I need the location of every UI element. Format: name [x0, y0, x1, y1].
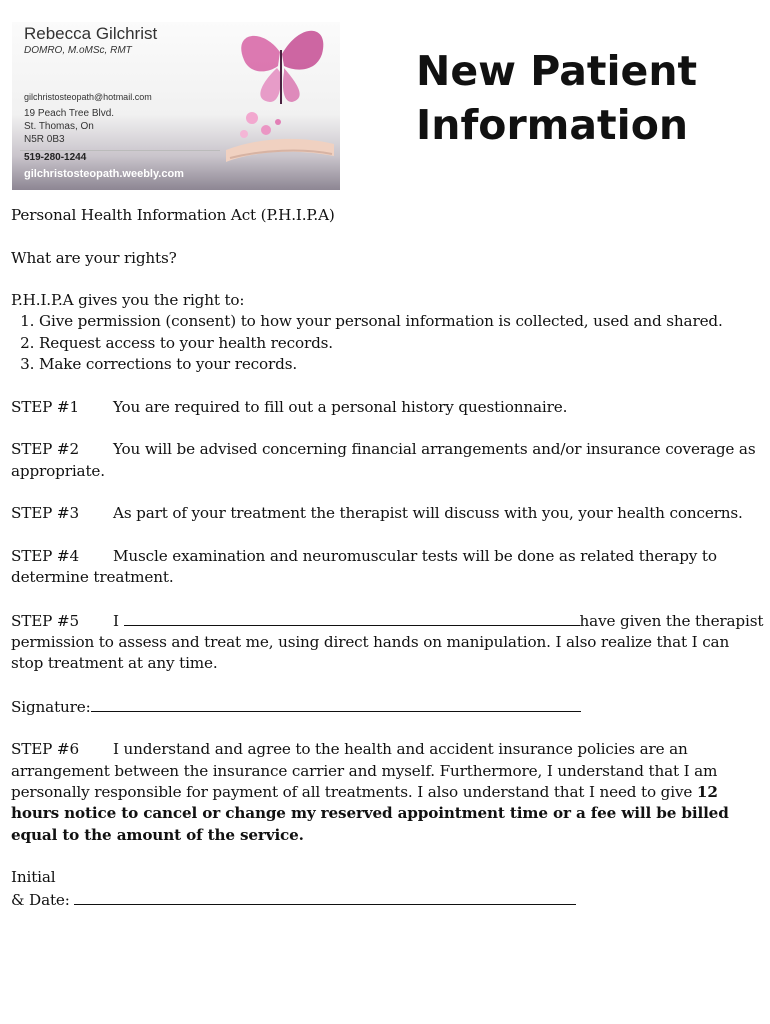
step-text: You are required to fill out a personal history questionnaire.	[113, 397, 568, 416]
step-text: You will be advised concerning financial arrangements and/or insurance coverage as appropriate.	[11, 440, 756, 480]
patient-name-field[interactable]	[124, 610, 580, 626]
date-label: & Date:	[11, 890, 70, 909]
rights-intro: P.H.I.P.A gives you the right to:	[11, 291, 245, 310]
card-name: Rebecca Gilchrist	[24, 24, 158, 43]
page-title-line-1: New Patient	[416, 47, 698, 95]
step-label: STEP #4	[11, 546, 80, 565]
step-label: STEP #6	[11, 740, 80, 759]
card-address-line-3: N5R 0B3	[24, 134, 65, 145]
initial-label: Initial	[11, 868, 56, 887]
step-text: I understand and agree to the health and accident insurance policies are an arrangement between the insurance carrier and myself. Furthermore, I understand that I am personally responsible for payment of all treatments. I also understand that I need to give	[11, 740, 718, 802]
step-5-post: have given the therapist	[579, 611, 764, 630]
step-6	[11, 739, 756, 845]
rights-item: 1. Give permission (consent) to how your personal information is collected, used and shared.	[39, 311, 756, 332]
rights-item: 3. Make corrections to your records.	[39, 354, 756, 375]
business-card	[12, 22, 340, 190]
step-label: STEP #3	[11, 504, 80, 523]
butterfly-hands-graphic	[222, 22, 340, 190]
card-email: gilchristosteopath@hotmail.com	[24, 92, 152, 102]
rights-list	[11, 311, 756, 375]
card-address-line-1: 19 Peach Tree Blvd.	[24, 108, 115, 119]
card-divider	[20, 150, 220, 151]
phipa-heading: Personal Health Information Act (P.H.I.P.A)	[11, 206, 335, 224]
step-4	[11, 546, 756, 589]
rights-item: 2. Request access to your health records.	[39, 333, 756, 354]
step-5-rest: permission to assess and treat me, using direct hands on manipulation. I also realize that I can stop treatment at any time.	[11, 632, 730, 673]
card-website: gilchristosteopath.weebly.com	[24, 168, 184, 180]
signature-field[interactable]	[91, 696, 581, 712]
step-text: As part of your treatment the therapist will discuss with you, your health concerns.	[113, 504, 743, 523]
page-title-line-2: Information	[416, 101, 689, 149]
cancellation-notice: 12 hours notice to cancel or change my reserved appointment time or a fee will be billed equal to the amount of the service.	[11, 783, 729, 844]
signature-row	[11, 696, 756, 718]
rights-question: What are your rights?	[11, 248, 177, 267]
initial-date-row	[11, 889, 756, 911]
step-3	[11, 503, 756, 524]
form-body	[11, 205, 764, 911]
step-label: STEP #2	[11, 440, 80, 459]
page-title	[416, 44, 756, 152]
step-label: STEP #1	[11, 397, 80, 416]
card-phone: 519-280-1244	[24, 152, 87, 163]
step-5	[11, 610, 764, 675]
signature-label: Signature:	[11, 697, 91, 716]
step-2	[11, 439, 756, 482]
step-5-pre: I	[113, 611, 119, 630]
step-text: Muscle examination and neuromuscular tests will be done as related therapy to determine treatment.	[11, 546, 717, 587]
card-credentials: DOMRO, M.oMSc, RMT	[24, 45, 132, 56]
initial-date-field[interactable]	[74, 889, 576, 905]
step-label: STEP #5	[11, 611, 80, 630]
step-1	[11, 397, 756, 418]
card-address-line-2: St. Thomas, On	[24, 121, 94, 132]
